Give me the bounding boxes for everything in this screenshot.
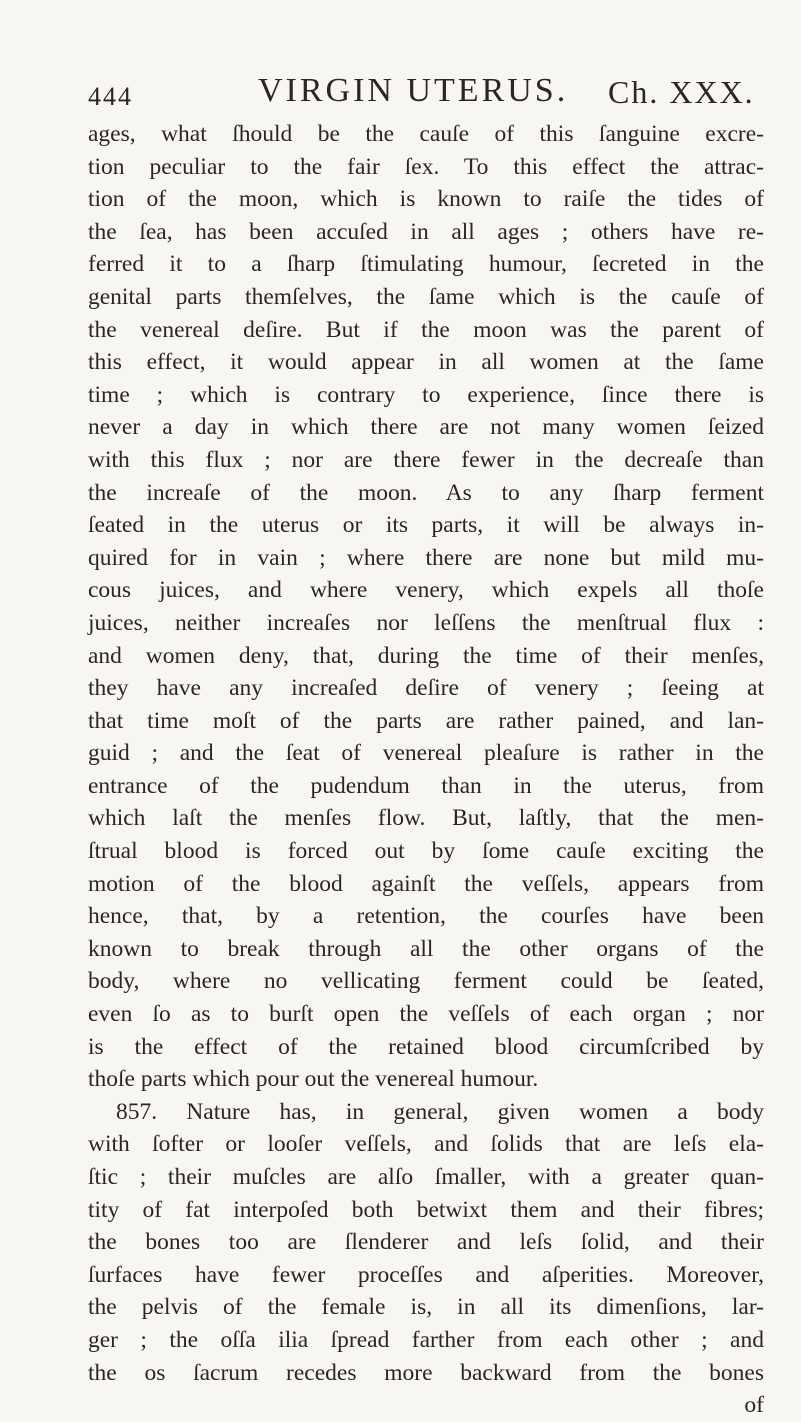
- running-header: [88, 72, 768, 112]
- text-line: genital parts themſelves, the ſame which is the cauſe of: [88, 283, 764, 310]
- text-line: hence, that, by a retention, the courſes have been: [88, 903, 764, 930]
- text-line: ſtrual blood is forced out by ſome cauſe exciting the: [88, 838, 764, 865]
- text-line: entrance of the pudendum than in the uterus, from: [88, 772, 764, 799]
- text-line: with this flux ; nor are there fewer in the decreaſe than: [88, 446, 764, 473]
- text-line: and women deny, that, during the time of their menſes,: [88, 642, 764, 669]
- text-line: this effect, it would appear in all women at the ſame: [88, 349, 764, 376]
- text-line: ſtic ; their muſcles are alſo ſmaller, with a greater quan-: [88, 1164, 764, 1190]
- text-line: ſeated in the uterus or its parts, it will be always in-: [88, 512, 764, 539]
- text-line: that time moſt of the parts are rather pained, and lan-: [88, 707, 764, 734]
- body-text: [88, 118, 764, 1422]
- text-line: the os ſacrum recedes more backward from the bones: [88, 1359, 764, 1386]
- running-title: VIRGIN UTERUS.: [258, 72, 569, 109]
- text-line: the increaſe of the moon. As to any ſharp ferment: [88, 479, 764, 506]
- text-line: juices, neither increaſes nor leſſens the menſtrual flux :: [88, 609, 764, 636]
- text-line: the bones too are ſlenderer and leſs ſolid, and their: [88, 1229, 764, 1256]
- text-line: even ſo as to burſt open the veſſels of each organ ; nor: [88, 1001, 764, 1028]
- text-line: time ; which is contrary to experience, ſince there is: [88, 381, 764, 408]
- text-line: cous juices, and where venery, which expels all thoſe: [88, 577, 764, 604]
- text-line: tion of the moon, which is known to raiſe the tides of: [88, 186, 764, 213]
- text-line: never a day in which there are not many women ſeized: [88, 414, 764, 441]
- text-line: motion of the blood againſt the veſſels, appears from: [88, 870, 764, 897]
- text-line: known to break through all the other organs of the: [88, 935, 764, 962]
- page-number: 444: [88, 82, 133, 111]
- text-line: tity of fat interpoſed both betwixt them and their fibres;: [88, 1196, 764, 1223]
- text-line: quired for in vain ; where there are none but mild mu-: [88, 544, 764, 571]
- paragraph-857-start: 857. Nature has, in general, given women a body: [116, 1098, 764, 1125]
- text-line: guid ; and the ſeat of venereal pleaſure is rather in the: [88, 740, 764, 767]
- text-line: they have any increaſed deſire of venery ; ſeeing at: [88, 675, 764, 702]
- catchword: of: [744, 1392, 764, 1419]
- text-line: the pelvis of the female is, in all its dimenſions, lar-: [88, 1294, 764, 1321]
- text-line: body, where no vellicating ferment could be ſeated,: [88, 968, 764, 995]
- text-line: ages, what ſhould be the cauſe of this ſanguine excre-: [88, 121, 764, 147]
- chapter-label: Ch. XXX.: [608, 74, 755, 110]
- text-line: thoſe parts which pour out the venereal humour.: [88, 1066, 539, 1093]
- text-line: with ſofter or looſer veſſels, and ſolids that are leſs ela-: [88, 1131, 764, 1158]
- text-line: tion peculiar to the fair ſex. To this effect the attrac-: [88, 153, 764, 180]
- text-line: ger ; the oſſa ilia ſpread farther from each other ; and: [88, 1326, 764, 1353]
- text-line: ſurfaces have fewer proceſſes and aſperities. Moreover,: [88, 1261, 764, 1288]
- text-line: the venereal deſire. But if the moon was the parent of: [88, 316, 764, 343]
- text-line: the ſea, has been accuſed in all ages ; others have re-: [88, 218, 764, 245]
- text-line: which laſt the menſes flow. But, laſtly, that the men-: [88, 805, 764, 832]
- text-line: is the effect of the retained blood circumſcribed by: [88, 1033, 764, 1060]
- text-line: ferred it to a ſharp ſtimulating humour, ſecreted in the: [88, 251, 764, 278]
